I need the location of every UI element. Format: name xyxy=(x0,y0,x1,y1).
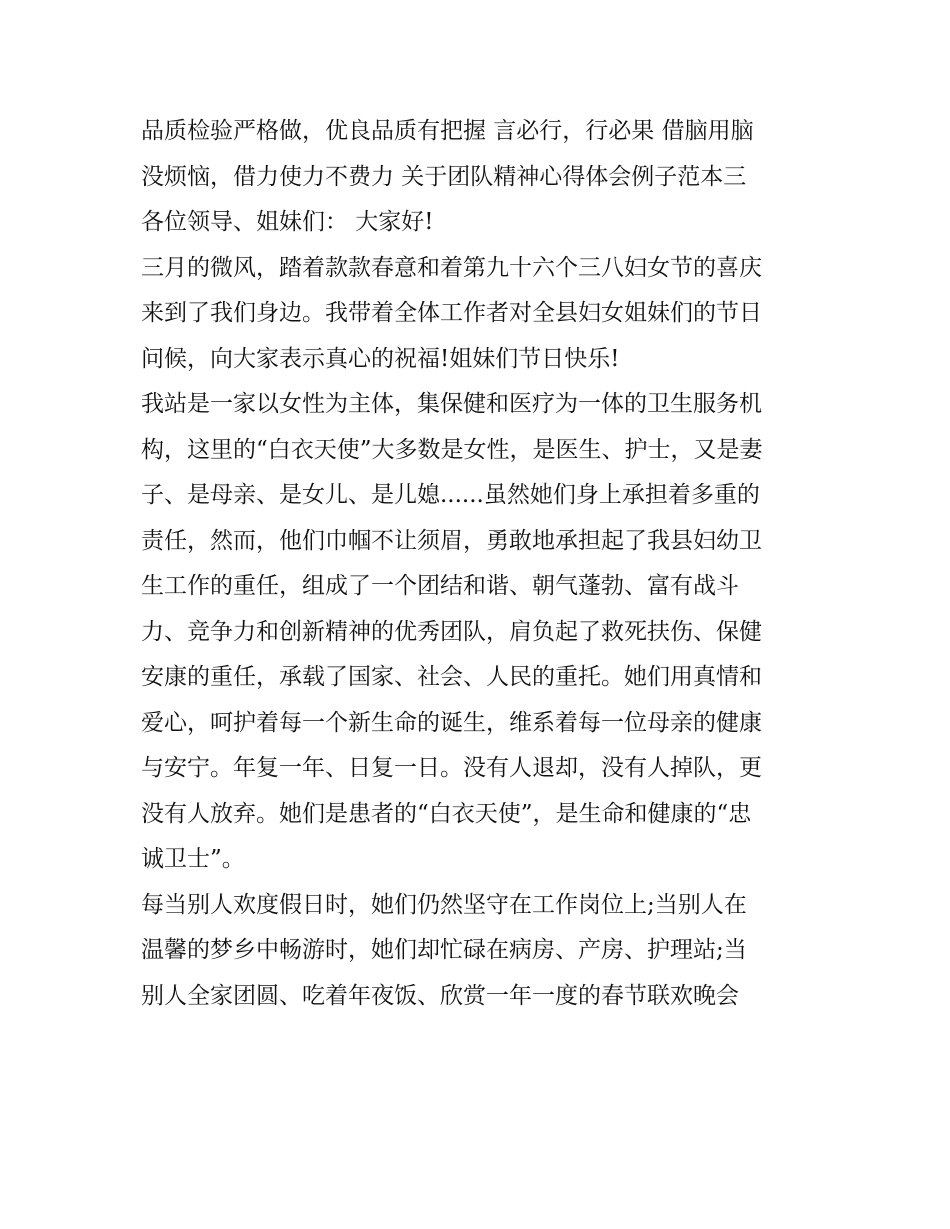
text-line: 每当别人欢度假日时，她们仍然坚守在工作岗位上;当别人在 xyxy=(141,891,747,918)
text-line: 我站是一家以女性为主体，集保健和医疗为一体的卫生服务机 xyxy=(141,391,762,417)
text-line: 温馨的梦乡中畅游时，她们却忙碌在病房、产房、护理站;当 xyxy=(141,937,747,963)
text-line: 没有人放弃。她们是患者的“白衣天使”，是生命和健康的“忠 xyxy=(141,800,752,827)
text-line: 与安宁。年复一年、日复一日。没有人退却，没有人掉队，更 xyxy=(141,755,762,781)
text-line: 问候，向大家表示真心的祝福!姐妹们节日快乐! xyxy=(141,345,620,372)
text-line: 诚卫士”。 xyxy=(141,846,245,872)
text-line: 别人全家团圆、吃着年夜饭、欣赏一年一度的春节联欢晚会 xyxy=(141,982,739,1009)
text-line: 生工作的重任，组成了一个团结和谐、朝气蓬勃、富有战斗 xyxy=(141,573,739,599)
text-line: 来到了我们身边。我带着全体工作者对全县妇女姐妹们的节日 xyxy=(141,300,762,326)
document-body xyxy=(141,109,821,1019)
text-line: 子、是母亲、是女儿、是儿媳......虽然她们身上承担着多重的 xyxy=(141,482,760,508)
text-line: 安康的重任，承载了国家、社会、人民的重托。她们用真情和 xyxy=(141,664,762,690)
text-line: 三月的微风，踏着款款春意和着第九十六个三八妇女节的喜庆 xyxy=(141,254,762,281)
text-line: 没烦恼，借力使力不费力 关于团队精神心得体会例子范本三 xyxy=(141,163,747,190)
text-line: 品质检验严格做，优良品质有把握 言必行，行必果 借脑用脑 xyxy=(141,118,754,144)
text-line: 构，这里的“白衣天使”大多数是女性，是医生、护士，又是妻 xyxy=(141,436,763,463)
text-line: 各位领导、姐妹们： 大家好! xyxy=(141,209,434,235)
text-line: 力、竞争力和创新精神的优秀团队，肩负起了救死扶伤、保健 xyxy=(141,618,762,645)
text-line: 爱心，呵护着每一个新生命的诞生，维系着每一位母亲的健康 xyxy=(141,709,762,736)
text-line: 责任，然而，他们巾帼不让须眉，勇敢地承担起了我县妇幼卫 xyxy=(141,527,762,554)
